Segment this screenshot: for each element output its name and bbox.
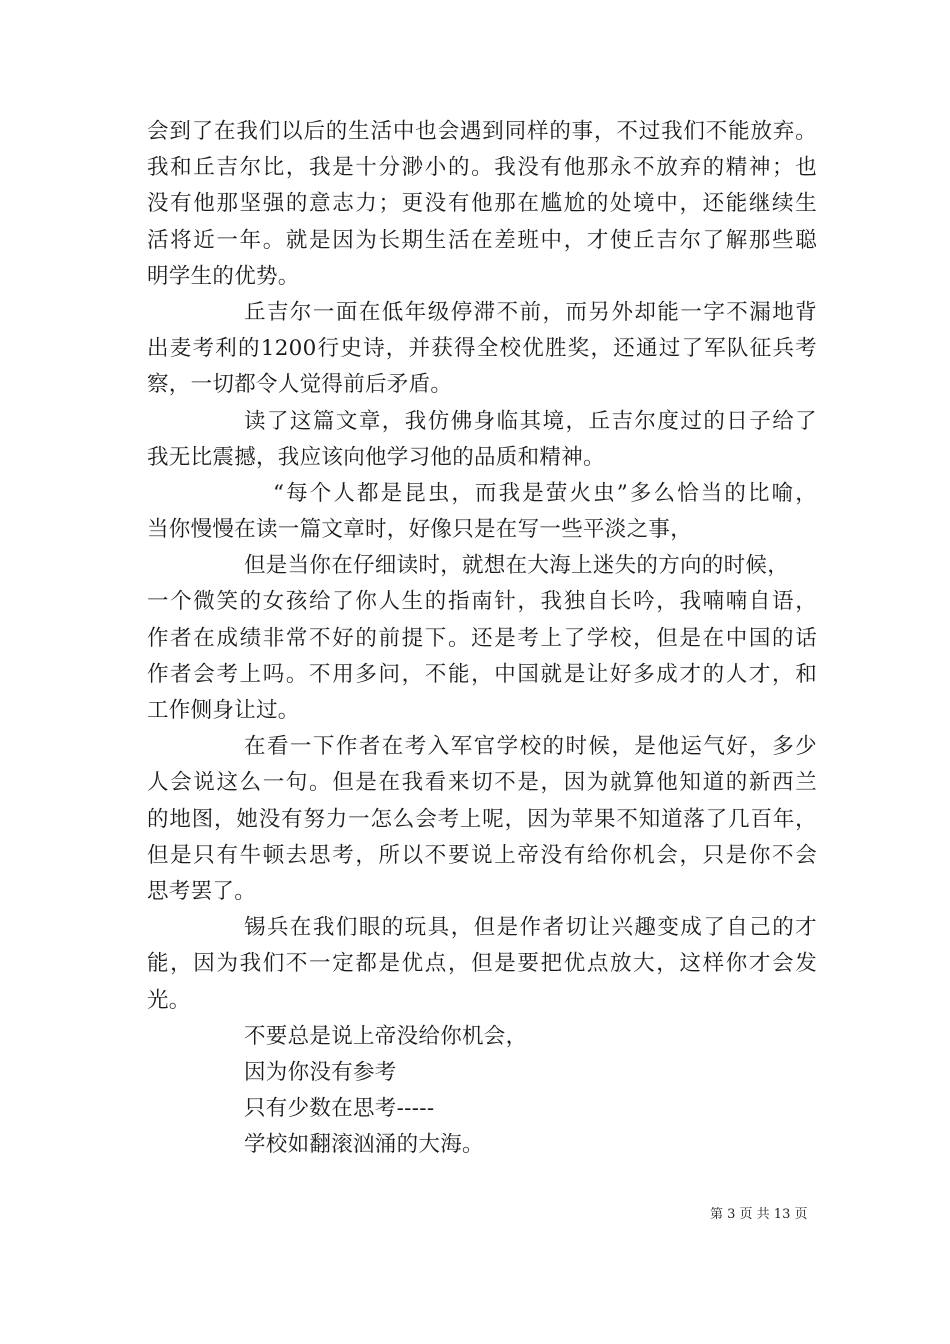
page-number-footer: 第 3 页 共 13 页 (710, 1207, 808, 1222)
paragraph-first-line: 在看一下作者在考入军官学校的时候，是他运气好，多少 (244, 734, 817, 760)
text-line: 我无比震撼，我应该向他学习他的品质和精神。 (147, 444, 605, 470)
text-line: 作者会考上吗。不用多问，不能，中国就是让好多成才的人才，和 (147, 661, 817, 687)
text-line: 的地图，她没有努力一怎么会考上呢，因为苹果不知道落了几百年， (147, 806, 817, 832)
text-line: 人会说这么一句。但是在我看来切不是，因为就算他知道的新西兰 (147, 770, 817, 796)
paragraph-first-line: 锡兵在我们眼的玩具，但是作者切让兴趣变成了自己的才 (244, 915, 817, 941)
document-body (147, 114, 817, 1163)
paragraph-first-line: “每个人都是昆虫，而我是萤火虫”多么恰当的比喻， (273, 480, 817, 506)
text-line: 光。 (147, 987, 191, 1013)
text-line: 当你慢慢在读一篇文章时，好像只是在写一些平淡之事， (147, 517, 693, 543)
text-line: 能，因为我们不一定都是优点，但是要把优点放大，这样你才会发 (147, 951, 817, 977)
text-line: 察，一切都令人觉得前后矛盾。 (147, 372, 453, 398)
text-line: 没有他那坚强的意志力；更没有他那在尴尬的处境中，还能继续生 (147, 191, 817, 217)
text-line: 会到了在我们以后的生活中也会遇到同样的事，不过我们不能放弃。 (147, 119, 817, 144)
poem-line: 因为你没有参考 (244, 1059, 397, 1085)
text-line: 作者在成绩非常不好的前提下。还是考上了学校，但是在中国的话 (147, 625, 817, 651)
text-line: 明学生的优势。 (147, 263, 300, 289)
paragraph-first-line: 读了这篇文章，我仿佛身临其境，丘吉尔度过的日子给了 (244, 408, 817, 434)
paragraph-first-line: 但是当你在仔细读时，就想在大海上迷失的方向的时候， (244, 553, 790, 579)
text-line: 一个微笑的女孩给了你人生的指南针，我独自长吟，我喃喃自语， (147, 589, 817, 615)
text-line: 我和丘吉尔比，我是十分渺小的。我没有他那永不放弃的精神；也 (147, 155, 817, 181)
paragraph-first-line: 丘吉尔一面在低年级停滞不前，而另外却能一字不漏地背 (244, 299, 817, 325)
text-line: 工作侧身让过。 (147, 698, 300, 723)
text-line: 但是只有牛顿去思考，所以不要说上帝没有给你机会，只是你不会 (147, 842, 817, 868)
poem-line: 不要总是说上帝没给你机会， (244, 1023, 528, 1049)
poem-line: 学校如翻滚汹涌的大海。 (244, 1132, 484, 1158)
poem-line: 只有少数在思考----- (244, 1096, 435, 1122)
text-line: 活将近一年。就是因为长期生活在差班中，才使丘吉尔了解那些聪 (147, 227, 817, 253)
text-line: 思考罢了。 (147, 878, 257, 904)
text-line: 出麦考利的1200行史诗，并获得全校优胜奖，还通过了军队征兵考 (147, 336, 817, 362)
